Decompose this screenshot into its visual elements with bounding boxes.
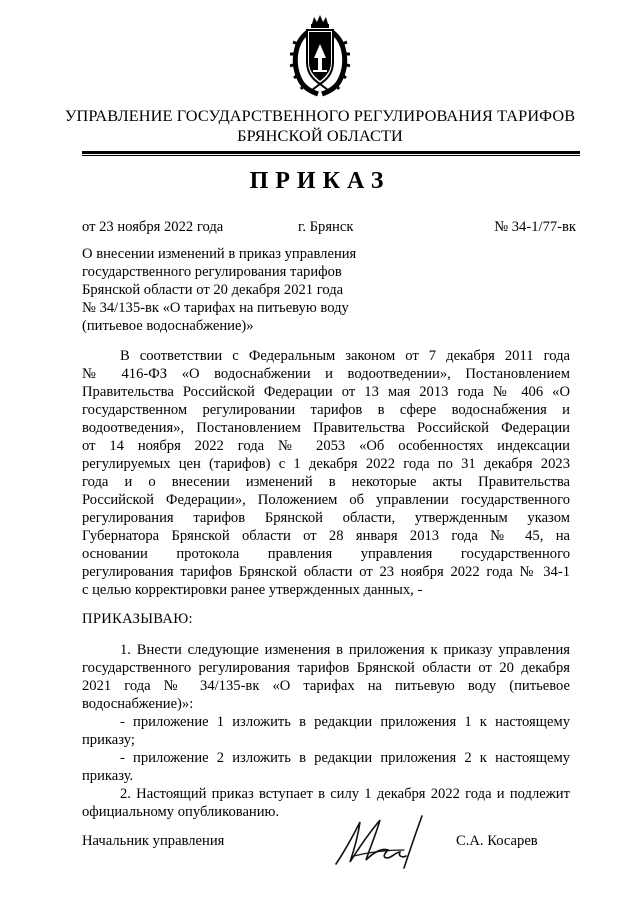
body-line: водоотведения», Постановлением Правительства Российской Федерации xyxy=(82,420,570,436)
item-line: 1. Внести следующие изменения в приложения к приказу управления xyxy=(120,642,570,658)
body-line: № 416-ФЗ «О водоснабжении и водоотведении», Постановлением xyxy=(82,366,570,382)
order-items xyxy=(82,641,570,821)
organization-header xyxy=(40,106,600,146)
header-rule-thick xyxy=(82,151,580,154)
item-line: 2. Настоящий приказ вступает в силу 1 декабря 2022 года и подлежит xyxy=(120,786,570,802)
organization-line-2: БРЯНСКОЙ ОБЛАСТИ xyxy=(237,126,403,145)
body-line: государственном регулировании тарифов в сфере водоснабжения и xyxy=(82,402,570,418)
signatory-title: Начальник управления xyxy=(82,833,225,849)
subject-block xyxy=(82,245,382,335)
item-line: - приложение 2 изложить в редакции приложения 2 к настоящему xyxy=(120,750,570,766)
signatory-name: С.А. Косарев xyxy=(456,833,538,849)
item-line: приказу. xyxy=(82,768,134,784)
subject-line: № 34/135-вк «О тарифах на питьевую воду xyxy=(82,300,349,316)
document-date: от 23 ноября 2022 года xyxy=(82,219,224,235)
subject-line: Брянской области от 20 декабря 2021 года xyxy=(82,282,344,298)
handwritten-signature-icon xyxy=(330,812,440,872)
item-line: приказу; xyxy=(82,732,135,748)
body-line: Правительства Российской Федерации от 13 мая 2013 года № 406 «О xyxy=(82,384,570,400)
body-line: Губернатора Брянской области от 28 января 2013 года № 45, на xyxy=(82,528,570,544)
body-line: регулирования тарифов Брянской области от 23 ноября 2022 года № 34-1 xyxy=(82,564,570,580)
order-word: ПРИКАЗЫВАЮ: xyxy=(82,611,193,627)
body-line: Российской Федерации», Положением об управлении государственного xyxy=(82,492,570,508)
item-line: водоснабжение)»: xyxy=(82,696,194,712)
item-line: государственного регулирования тарифов Брянской области от 20 декабря xyxy=(82,660,570,676)
document-number: № 34-1/77-вк xyxy=(494,219,576,235)
subject-line: государственного регулирования тарифов xyxy=(82,264,342,280)
preamble-paragraph xyxy=(82,347,570,599)
body-line: года и о внесении изменений в некоторые акты Правительства xyxy=(82,474,570,490)
item-line: - приложение 1 изложить в редакции приложения 1 к настоящему xyxy=(120,714,570,730)
document-title: ПРИКАЗ xyxy=(249,168,391,194)
header-rule-thin xyxy=(82,155,580,156)
body-line: регулируемых цен (тарифов) с 1 декабря 2022 года по 31 декабря 2023 xyxy=(82,456,570,472)
coat-of-arms-icon xyxy=(288,14,352,98)
body-line: регулирования тарифов Брянской области, утвержденным указом xyxy=(82,510,570,526)
body-line: основании протокола правления управления государственного xyxy=(82,546,570,562)
document-city: г. Брянск xyxy=(298,219,354,235)
subject-line: О внесении изменений в приказ управления xyxy=(82,246,357,262)
item-line: официальному опубликованию. xyxy=(82,804,280,820)
body-line: от 14 ноября 2022 года № 2053 «Об особенностях индексации xyxy=(82,438,570,454)
body-line: с целью корректировки ранее утвержденных данных, - xyxy=(82,582,423,598)
body-line: В соответствии с Федеральным законом от 7 декабря 2011 года xyxy=(120,348,570,364)
item-line: 2021 года № 34/135-вк «О тарифах на питьевую воду (питьевое xyxy=(82,678,570,694)
organization-line-1: УПРАВЛЕНИЕ ГОСУДАРСТВЕННОГО РЕГУЛИРОВАНИЯ ТАРИФОВ xyxy=(64,106,576,125)
subject-line: (питьевое водоснабжение)» xyxy=(82,318,254,334)
